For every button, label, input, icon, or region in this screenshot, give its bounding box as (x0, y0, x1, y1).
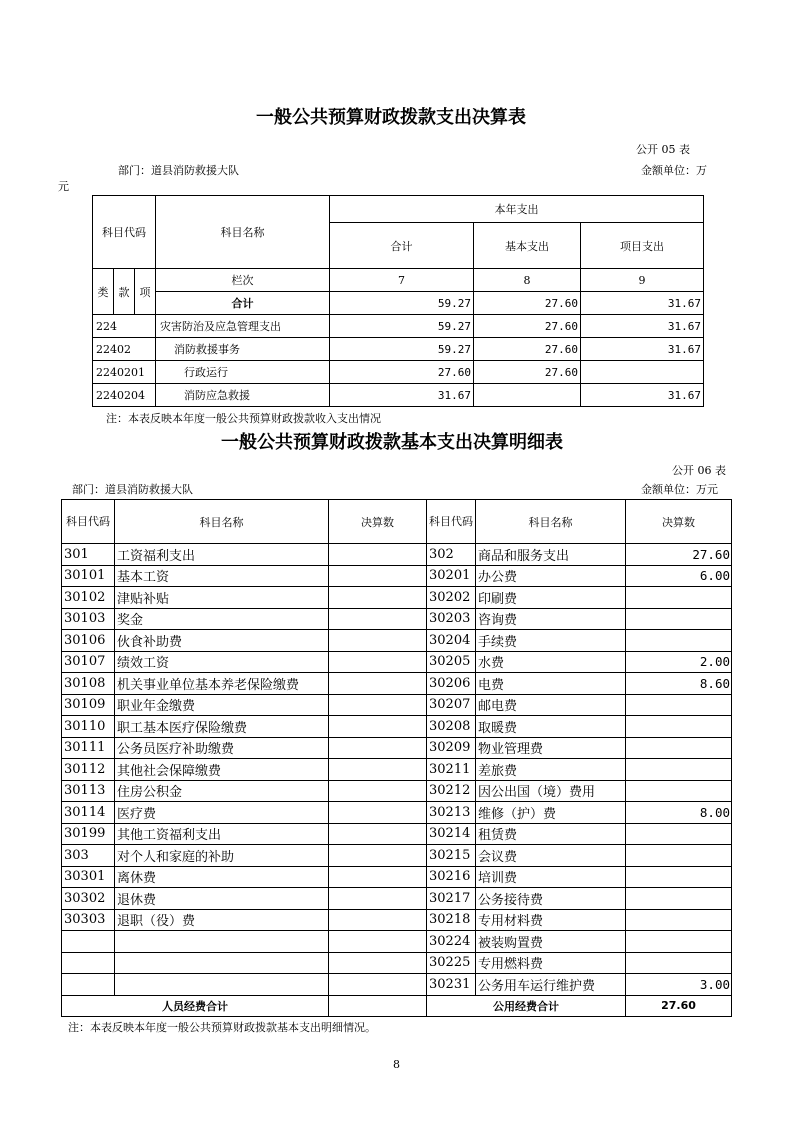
left-name: 工资福利支出 (115, 544, 329, 566)
left-name: 职工基本医疗保险缴费 (115, 716, 329, 738)
right-code: 30224 (427, 931, 476, 953)
table2-note: 注：本表反映本年度一般公共预算财政拨款基本支出明细情况。 (68, 1021, 376, 1034)
table1-title: 一般公共预算财政拨款支出决算表 (256, 107, 526, 128)
row-name: 消防应急救援 (156, 384, 330, 407)
left-name: 其他社会保障缴费 (115, 759, 329, 781)
header-subject-name: 科目名称 (156, 196, 330, 269)
row-code: 224 (93, 315, 156, 338)
left-amount (329, 802, 427, 824)
row-code: 2240201 (93, 361, 156, 384)
header-code-left: 科目代码 (62, 500, 115, 544)
right-amount: 3.00 (626, 974, 732, 996)
left-name: 离休费 (115, 866, 329, 888)
right-name: 水费 (476, 651, 626, 673)
right-code: 30216 (427, 866, 476, 888)
right-code: 30215 (427, 845, 476, 867)
right-code: 30225 (427, 952, 476, 974)
row-total: 27.60 (330, 361, 474, 384)
right-amount (626, 587, 732, 609)
row-basic: 27.60 (474, 315, 581, 338)
row-project (581, 361, 704, 384)
right-name: 租赁费 (476, 823, 626, 845)
left-amount (329, 823, 427, 845)
table2-unit: 金额单位：万元 (641, 483, 718, 496)
table-row (62, 565, 732, 587)
row-code: 2240204 (93, 384, 156, 407)
header-col8: 8 (474, 269, 581, 292)
expenditure-table (92, 195, 704, 407)
left-amount (329, 780, 427, 802)
right-name: 公务用车运行维护费 (476, 974, 626, 996)
header-name-left: 科目名称 (115, 500, 329, 544)
header-code-right: 科目代码 (427, 500, 476, 544)
right-amount (626, 952, 732, 974)
right-code: 30206 (427, 673, 476, 695)
left-name: 伙食补助费 (115, 630, 329, 652)
right-code: 30218 (427, 909, 476, 931)
total-basic: 27.60 (474, 292, 581, 315)
left-amount (329, 673, 427, 695)
left-name: 住房公积金 (115, 780, 329, 802)
left-code: 30302 (62, 888, 115, 910)
right-amount (626, 716, 732, 738)
table2-department: 部门：道县消防救援大队 (72, 483, 193, 496)
table-row (62, 823, 732, 845)
left-amount (329, 651, 427, 673)
table-row (62, 630, 732, 652)
right-name: 邮电费 (476, 694, 626, 716)
right-name: 会议费 (476, 845, 626, 867)
left-code: 30110 (62, 716, 115, 738)
left-code: 30114 (62, 802, 115, 824)
right-name: 印刷费 (476, 587, 626, 609)
left-name: 基本工资 (115, 565, 329, 587)
left-code: 30106 (62, 630, 115, 652)
left-amount (329, 845, 427, 867)
right-code: 30213 (427, 802, 476, 824)
right-amount (626, 759, 732, 781)
left-name: 绩效工资 (115, 651, 329, 673)
right-code: 30209 (427, 737, 476, 759)
left-code: 30113 (62, 780, 115, 802)
left-code: 30102 (62, 587, 115, 609)
table1-note: 注：本表反映本年度一般公共预算财政拨款收入支出情况 (106, 412, 381, 425)
left-code: 30301 (62, 866, 115, 888)
row-basic: 27.60 (474, 338, 581, 361)
left-code: 30108 (62, 673, 115, 695)
table2-title: 一般公共预算财政拨款基本支出决算明细表 (221, 432, 563, 453)
right-name: 培训费 (476, 866, 626, 888)
right-amount: 2.00 (626, 651, 732, 673)
right-amount (626, 888, 732, 910)
right-name: 手续费 (476, 630, 626, 652)
left-code: 30111 (62, 737, 115, 759)
table1-unit: 金额单位：万 (641, 164, 707, 177)
row-total: 59.27 (330, 338, 474, 361)
right-code: 30212 (427, 780, 476, 802)
total-amount: 59.27 (330, 292, 474, 315)
right-amount (626, 737, 732, 759)
left-amount (329, 694, 427, 716)
row-basic: 27.60 (474, 361, 581, 384)
table-row (62, 759, 732, 781)
left-code: 30199 (62, 823, 115, 845)
right-name: 专用燃料费 (476, 952, 626, 974)
table-row (62, 780, 732, 802)
table1-form-number: 公开 05 表 (636, 143, 690, 156)
right-code: 30202 (427, 587, 476, 609)
header-total: 合计 (330, 223, 474, 269)
public-total-label: 公用经费合计 (427, 995, 626, 1017)
header-project: 项目支出 (581, 223, 704, 269)
right-amount (626, 608, 732, 630)
header-xiang: 项 (135, 269, 156, 315)
left-amount (329, 759, 427, 781)
table-row (62, 673, 732, 695)
right-amount (626, 909, 732, 931)
header-kuan: 款 (114, 269, 135, 315)
right-amount: 8.00 (626, 802, 732, 824)
left-code: 303 (62, 845, 115, 867)
right-code: 30205 (427, 651, 476, 673)
left-name: 公务员医疗补助缴费 (115, 737, 329, 759)
left-amount (329, 888, 427, 910)
left-amount (329, 565, 427, 587)
total-row (93, 292, 704, 315)
left-amount (329, 952, 427, 974)
left-amount (329, 974, 427, 996)
left-amount (329, 909, 427, 931)
left-name: 机关事业单位基本养老保险缴费 (115, 673, 329, 695)
right-name: 专用材料费 (476, 909, 626, 931)
table2-form-number: 公开 06 表 (672, 464, 726, 477)
row-total: 59.27 (330, 315, 474, 338)
right-name: 差旅费 (476, 759, 626, 781)
row-name: 消防救援事务 (156, 338, 330, 361)
right-code: 30211 (427, 759, 476, 781)
left-name: 其他工资福利支出 (115, 823, 329, 845)
table-row (62, 544, 732, 566)
table1-unit-wrap: 元 (58, 180, 69, 193)
left-amount (329, 716, 427, 738)
table-row (62, 845, 732, 867)
right-amount: 27.60 (626, 544, 732, 566)
right-name: 因公出国（境）费用 (476, 780, 626, 802)
row-project: 31.67 (581, 338, 704, 361)
right-amount (626, 823, 732, 845)
table-row (62, 802, 732, 824)
left-amount (329, 866, 427, 888)
right-name: 被装购置费 (476, 931, 626, 953)
left-amount (329, 587, 427, 609)
header-name-right: 科目名称 (476, 500, 626, 544)
row-code: 22402 (93, 338, 156, 361)
right-code: 30231 (427, 974, 476, 996)
row-name: 灾害防治及应急管理支出 (156, 315, 330, 338)
row-total: 31.67 (330, 384, 474, 407)
right-name: 公务接待费 (476, 888, 626, 910)
table-row (62, 716, 732, 738)
left-code: 30112 (62, 759, 115, 781)
right-name: 咨询费 (476, 608, 626, 630)
table-row (62, 866, 732, 888)
table-header-row (62, 500, 732, 544)
basic-expenditure-detail-table (61, 499, 732, 1017)
table-row (62, 694, 732, 716)
left-code: 30101 (62, 565, 115, 587)
left-name (115, 931, 329, 953)
right-amount (626, 931, 732, 953)
left-code (62, 931, 115, 953)
row-basic (474, 384, 581, 407)
header-amount-left: 决算数 (329, 500, 427, 544)
table-row (62, 931, 732, 953)
right-amount: 8.60 (626, 673, 732, 695)
left-name: 职业年金缴费 (115, 694, 329, 716)
table1-department: 部门：道县消防救援大队 (118, 164, 239, 177)
right-code: 30214 (427, 823, 476, 845)
totals-row (62, 995, 732, 1017)
left-code (62, 974, 115, 996)
table-row (62, 651, 732, 673)
right-code: 30201 (427, 565, 476, 587)
left-name: 医疗费 (115, 802, 329, 824)
header-basic: 基本支出 (474, 223, 581, 269)
left-code: 30103 (62, 608, 115, 630)
left-name: 奖金 (115, 608, 329, 630)
left-code: 30303 (62, 909, 115, 931)
right-amount: 6.00 (626, 565, 732, 587)
right-amount (626, 694, 732, 716)
table-row (62, 974, 732, 996)
header-current-year: 本年支出 (330, 196, 704, 223)
row-project: 31.67 (581, 384, 704, 407)
row-project: 31.67 (581, 315, 704, 338)
table-row (93, 384, 704, 407)
table-row (62, 608, 732, 630)
header-lei: 类 (93, 269, 114, 315)
right-code: 30203 (427, 608, 476, 630)
table-row (62, 909, 732, 931)
table-row (62, 888, 732, 910)
left-amount (329, 608, 427, 630)
left-amount (329, 737, 427, 759)
right-code: 30208 (427, 716, 476, 738)
table-row (93, 315, 704, 338)
right-amount (626, 866, 732, 888)
left-code: 30107 (62, 651, 115, 673)
right-name: 物业管理费 (476, 737, 626, 759)
total-project: 31.67 (581, 292, 704, 315)
left-name: 对个人和家庭的补助 (115, 845, 329, 867)
header-amount-right: 决算数 (626, 500, 732, 544)
right-amount (626, 780, 732, 802)
row-name: 行政运行 (156, 361, 330, 384)
left-amount (329, 544, 427, 566)
right-name: 商品和服务支出 (476, 544, 626, 566)
right-amount (626, 630, 732, 652)
left-code: 301 (62, 544, 115, 566)
public-total-value: 27.60 (626, 995, 732, 1017)
right-code: 30217 (427, 888, 476, 910)
right-code: 30204 (427, 630, 476, 652)
table-row (62, 952, 732, 974)
right-name: 电费 (476, 673, 626, 695)
personnel-total-value (329, 995, 427, 1017)
right-code: 30207 (427, 694, 476, 716)
right-code: 302 (427, 544, 476, 566)
right-amount (626, 845, 732, 867)
left-code: 30109 (62, 694, 115, 716)
total-label: 合计 (156, 292, 330, 315)
left-name (115, 974, 329, 996)
left-amount (329, 630, 427, 652)
table-row (93, 361, 704, 384)
right-name: 取暖费 (476, 716, 626, 738)
left-code (62, 952, 115, 974)
header-col7: 7 (330, 269, 474, 292)
table-row (62, 737, 732, 759)
left-name: 退休费 (115, 888, 329, 910)
personnel-total-label: 人员经费合计 (62, 995, 329, 1017)
table-row (93, 338, 704, 361)
left-name: 津贴补贴 (115, 587, 329, 609)
header-col9: 9 (581, 269, 704, 292)
header-subject-code: 科目代码 (93, 196, 156, 269)
header-lanci: 栏次 (156, 269, 330, 292)
left-name (115, 952, 329, 974)
right-name: 维修（护）费 (476, 802, 626, 824)
right-name: 办公费 (476, 565, 626, 587)
table-row (62, 587, 732, 609)
left-name: 退职（役）费 (115, 909, 329, 931)
page-number: 8 (393, 1058, 400, 1071)
left-amount (329, 931, 427, 953)
